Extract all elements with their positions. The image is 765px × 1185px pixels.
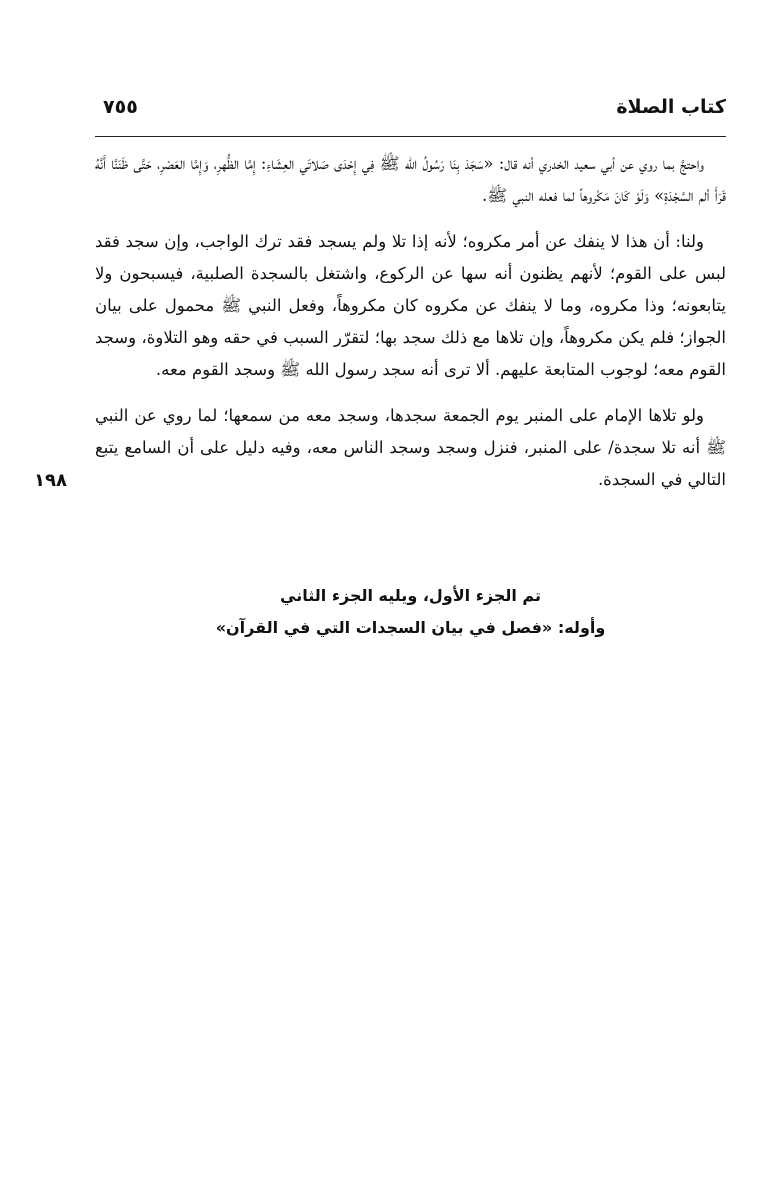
header-divider [95, 136, 726, 137]
colophon-line-end-of-volume: تم الجزء الأول، ويليه الجزء الثاني [280, 586, 541, 605]
page-header [95, 96, 726, 136]
body-text [95, 148, 726, 510]
colophon [95, 580, 726, 644]
page-number: ٧٥٥ [103, 96, 138, 118]
manuscript-folio-number: ١٩٨ [34, 470, 67, 491]
paragraph-hadith: واحتجَّ بما روي عن أبي سعيد الخدري أنه قال: «سَجَدَ بِنَا رَسُولُ الله ﷺ فِي إِحْدَى صَلاتَي العِشَاءِ: إِمَّا الظُّهرِ، وَإِمَّا العَصْرِ، حَتَّى ظَنَنَّا أَنَّهُ قَرَأَ ألم السَّجْدَةِ» وَلَوْ كَانَ مَكْروهاً لما فعله النبي ﷺ. [95, 154, 726, 205]
paragraph-minbar: ولو تلاها الإمام على المنبر يوم الجمعة سجدها، وسجد معه من سمعها؛ لما روي عن النبي ﷺ أنه تلا سجدة/ على المنبر، فنزل وسجد وسجد الناس معه، وفيه دليل على أن السامع يتبع التالي في السجدة. [95, 406, 726, 489]
paragraph-argument: ولنا: أن هذا لا ينفك عن أمر مكروه؛ لأنه إذا تلا ولم يسجد فقد ترك الواجب، وإن سجد فقد لبس على القوم؛ لأنهم يظنون أنه سها عن الركوع، واشتغل بالسجدة الصلبية، فيسبحون ولا يتابعونه؛ وذا مكروه، وما لا ينفك عن مكروه كان مكروهاً، وفعل النبي ﷺ محمول على بيان الجواز؛ فلم يكن مكروهاً، وإن تلاها مع ذلك سجد بها؛ لتقرّر السبب في حقه وهو التلاوة، وسجد القوم معه؛ لوجوب المتابعة عليهم. ألا ترى أنه سجد رسول الله ﷺ وسجد القوم معه. [95, 232, 726, 379]
colophon-line-next-volume: وأوله: «فصل في بيان السجدات التي في القرآن» [215, 618, 606, 637]
chapter-title: كتاب الصلاة [616, 96, 726, 118]
